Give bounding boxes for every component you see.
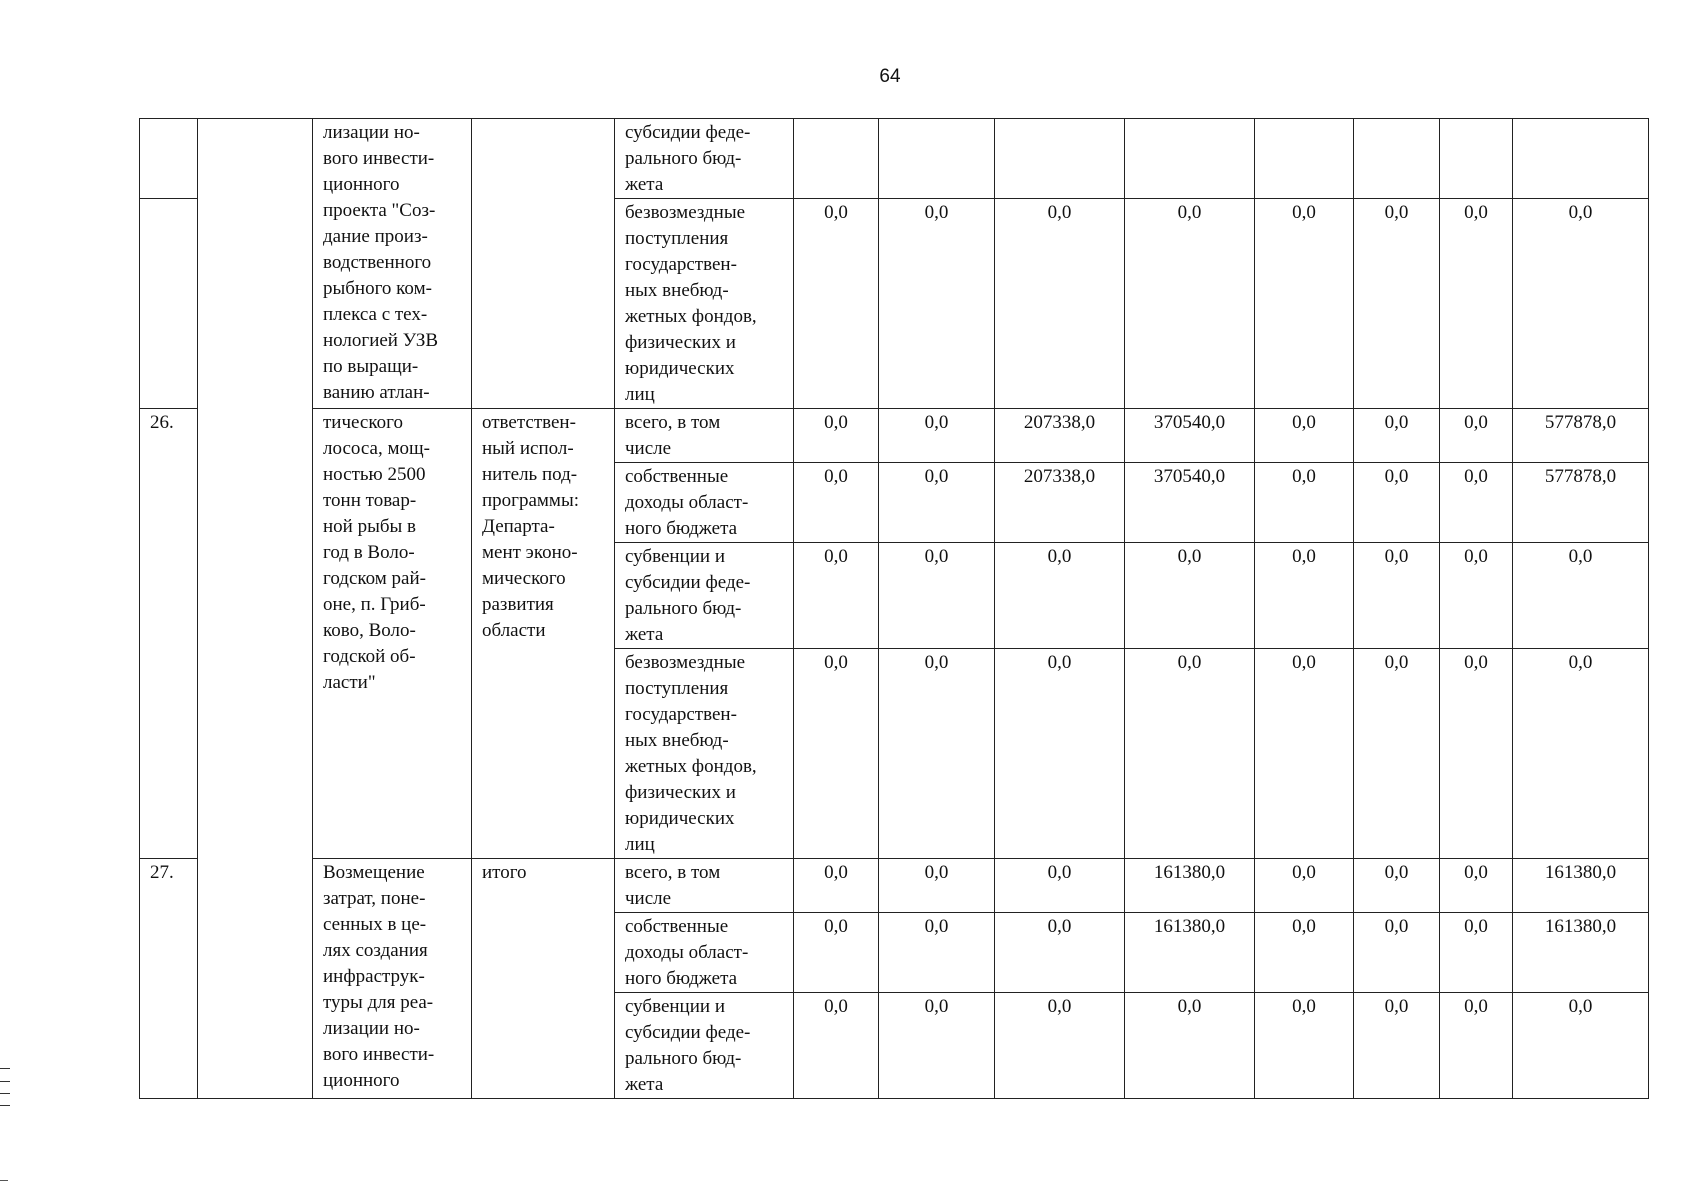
- value-cell: 0,0: [794, 543, 879, 649]
- value-cell: 0,0: [1440, 409, 1513, 463]
- value-cell: 0,0: [1354, 993, 1440, 1099]
- funding-source-cell: субвенции и субсидии феде- рального бюд- жета: [615, 543, 794, 649]
- funding-source-cell: субсидии феде- рального бюд- жета: [615, 119, 794, 199]
- value-cell: 0,0: [995, 859, 1125, 913]
- value-cell: 0,0: [1255, 409, 1354, 463]
- value-cell: [794, 119, 879, 199]
- executor-cell: [472, 119, 615, 409]
- value-cell: [995, 119, 1125, 199]
- value-cell: 0,0: [879, 913, 995, 993]
- value-cell: 0,0: [995, 649, 1125, 859]
- value-cell: 0,0: [995, 199, 1125, 409]
- value-cell: 0,0: [879, 649, 995, 859]
- value-cell: 0,0: [794, 993, 879, 1099]
- value-cell: 0,0: [1354, 543, 1440, 649]
- value-cell: 0,0: [1440, 649, 1513, 859]
- funding-source-cell: безвозмездные поступления государствен- ных внебюд- жетных фондов, физических и юридических лиц: [615, 199, 794, 409]
- item-number-cell: [140, 119, 198, 199]
- value-cell: 0,0: [794, 409, 879, 463]
- value-cell: 0,0: [794, 199, 879, 409]
- value-cell: 207338,0: [995, 409, 1125, 463]
- funding-source-cell: всего, в том числе: [615, 409, 794, 463]
- value-cell: 0,0: [1440, 199, 1513, 409]
- value-cell: 0,0: [879, 993, 995, 1099]
- value-cell: [1125, 119, 1255, 199]
- value-cell: 0,0: [1354, 913, 1440, 993]
- value-cell: 0,0: [1354, 649, 1440, 859]
- description-cell: Возмещение затрат, поне- сенных в це- лях создания инфраструк- туры для реа- лизации но- вого инвести- ционного: [313, 859, 472, 1099]
- value-cell: 161380,0: [1125, 913, 1255, 993]
- value-cell: [1354, 119, 1440, 199]
- value-cell: 0,0: [1513, 543, 1649, 649]
- value-cell: 0,0: [794, 649, 879, 859]
- value-cell: 0,0: [995, 543, 1125, 649]
- value-cell: 0,0: [1255, 913, 1354, 993]
- binding-margin-mark: [0, 1068, 10, 1106]
- value-cell: 0,0: [1354, 199, 1440, 409]
- value-cell: 0,0: [1354, 409, 1440, 463]
- executor-cell: итого: [472, 859, 615, 1099]
- value-cell: 207338,0: [995, 463, 1125, 543]
- value-cell: 0,0: [1255, 463, 1354, 543]
- value-cell: 0,0: [1513, 649, 1649, 859]
- funding-source-cell: субвенции и субсидии феде- рального бюд- жета: [615, 993, 794, 1099]
- value-cell: [879, 119, 995, 199]
- value-cell: 0,0: [1440, 543, 1513, 649]
- value-cell: 577878,0: [1513, 409, 1649, 463]
- value-cell: 0,0: [1440, 913, 1513, 993]
- value-cell: 0,0: [1440, 993, 1513, 1099]
- value-cell: 0,0: [879, 409, 995, 463]
- description-cell: лизации но- вого инвести- ционного проекта "Соз- дание произ- водственного рыбного ком- плекса с тех- нологией УЗВ по выращи- ванию атлан-: [313, 119, 472, 409]
- value-cell: 0,0: [1255, 859, 1354, 913]
- table-row: [140, 119, 1649, 199]
- item-number-cell: 26.: [140, 409, 198, 859]
- value-cell: 0,0: [1354, 859, 1440, 913]
- value-cell: 0,0: [1255, 543, 1354, 649]
- value-cell: [1255, 119, 1354, 199]
- value-cell: 0,0: [1255, 199, 1354, 409]
- value-cell: 161380,0: [1125, 859, 1255, 913]
- value-cell: 0,0: [879, 199, 995, 409]
- value-cell: 0,0: [794, 859, 879, 913]
- item-number-cell: [140, 199, 198, 409]
- page-number: 64: [879, 66, 901, 87]
- value-cell: [1440, 119, 1513, 199]
- value-cell: 0,0: [794, 913, 879, 993]
- value-cell: 0,0: [1125, 993, 1255, 1099]
- value-cell: 0,0: [794, 463, 879, 543]
- funding-source-cell: безвозмездные поступления государствен- ных внебюд- жетных фондов, физических и юридических лиц: [615, 649, 794, 859]
- value-cell: 0,0: [1125, 199, 1255, 409]
- table-row: [140, 859, 1649, 913]
- value-cell: 0,0: [995, 913, 1125, 993]
- value-cell: 161380,0: [1513, 859, 1649, 913]
- funding-source-cell: собственные доходы област- ного бюджета: [615, 913, 794, 993]
- value-cell: [1513, 119, 1649, 199]
- value-cell: 0,0: [995, 993, 1125, 1099]
- value-cell: 0,0: [1255, 993, 1354, 1099]
- value-cell: 0,0: [1125, 649, 1255, 859]
- table-row: [140, 409, 1649, 463]
- value-cell: 161380,0: [1513, 913, 1649, 993]
- funding-source-cell: собственные доходы област- ного бюджета: [615, 463, 794, 543]
- value-cell: 0,0: [1255, 649, 1354, 859]
- item-number-cell: 27.: [140, 859, 198, 1099]
- value-cell: 0,0: [1440, 463, 1513, 543]
- budget-table: [139, 118, 1649, 1099]
- value-cell: 577878,0: [1513, 463, 1649, 543]
- value-cell: 0,0: [1513, 199, 1649, 409]
- value-cell: 0,0: [1513, 993, 1649, 1099]
- value-cell: 0,0: [879, 859, 995, 913]
- value-cell: 0,0: [1440, 859, 1513, 913]
- margin-dash: [0, 1180, 8, 1181]
- value-cell: 0,0: [1354, 463, 1440, 543]
- executor-cell: ответствен- ный испол- нитель под- программы: Департа- мент эконо- мического развития области: [472, 409, 615, 859]
- value-cell: 370540,0: [1125, 463, 1255, 543]
- funding-source-cell: всего, в том числе: [615, 859, 794, 913]
- description-cell: тического лососа, мощ- ностью 2500 тонн товар- ной рыбы в год в Воло- годском рай- оне, п. Гриб- ково, Воло- годской об- ласти": [313, 409, 472, 859]
- value-cell: 0,0: [879, 463, 995, 543]
- blank-column-cell: [198, 119, 313, 1099]
- value-cell: 0,0: [879, 543, 995, 649]
- value-cell: 0,0: [1125, 543, 1255, 649]
- value-cell: 370540,0: [1125, 409, 1255, 463]
